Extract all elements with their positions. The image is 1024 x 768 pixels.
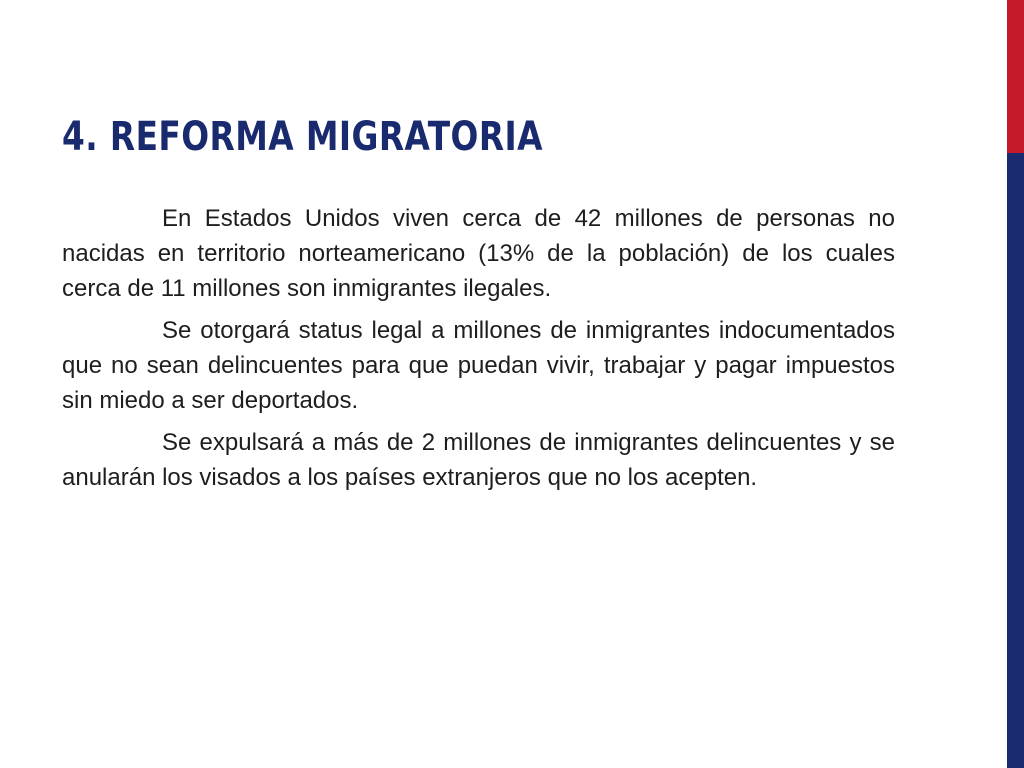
- paragraph-legal-status: Se otorgará status legal a millones de inmigrantes indocumentados que no sean delincuentes para que puedan vivir, trabajar y pagar impuestos sin miedo a ser deportados.: [62, 317, 895, 414]
- accent-bar-navy: [1007, 153, 1024, 768]
- slide-title: 4. REFORMA MIGRATORIA: [62, 114, 543, 160]
- slide-body: [62, 201, 895, 502]
- paragraph-population: En Estados Unidos viven cerca de 42 millones de personas no nacidas en territorio norteamericano (13% de la población) de los cuales cerca de 11 millones son inmigrantes ilegales.: [62, 205, 895, 302]
- paragraph-expulsion: Se expulsará a más de 2 millones de inmigrantes delincuentes y se anularán los visados a los países extranjeros que no los acepten.: [62, 429, 895, 491]
- accent-bar-red: [1007, 0, 1024, 153]
